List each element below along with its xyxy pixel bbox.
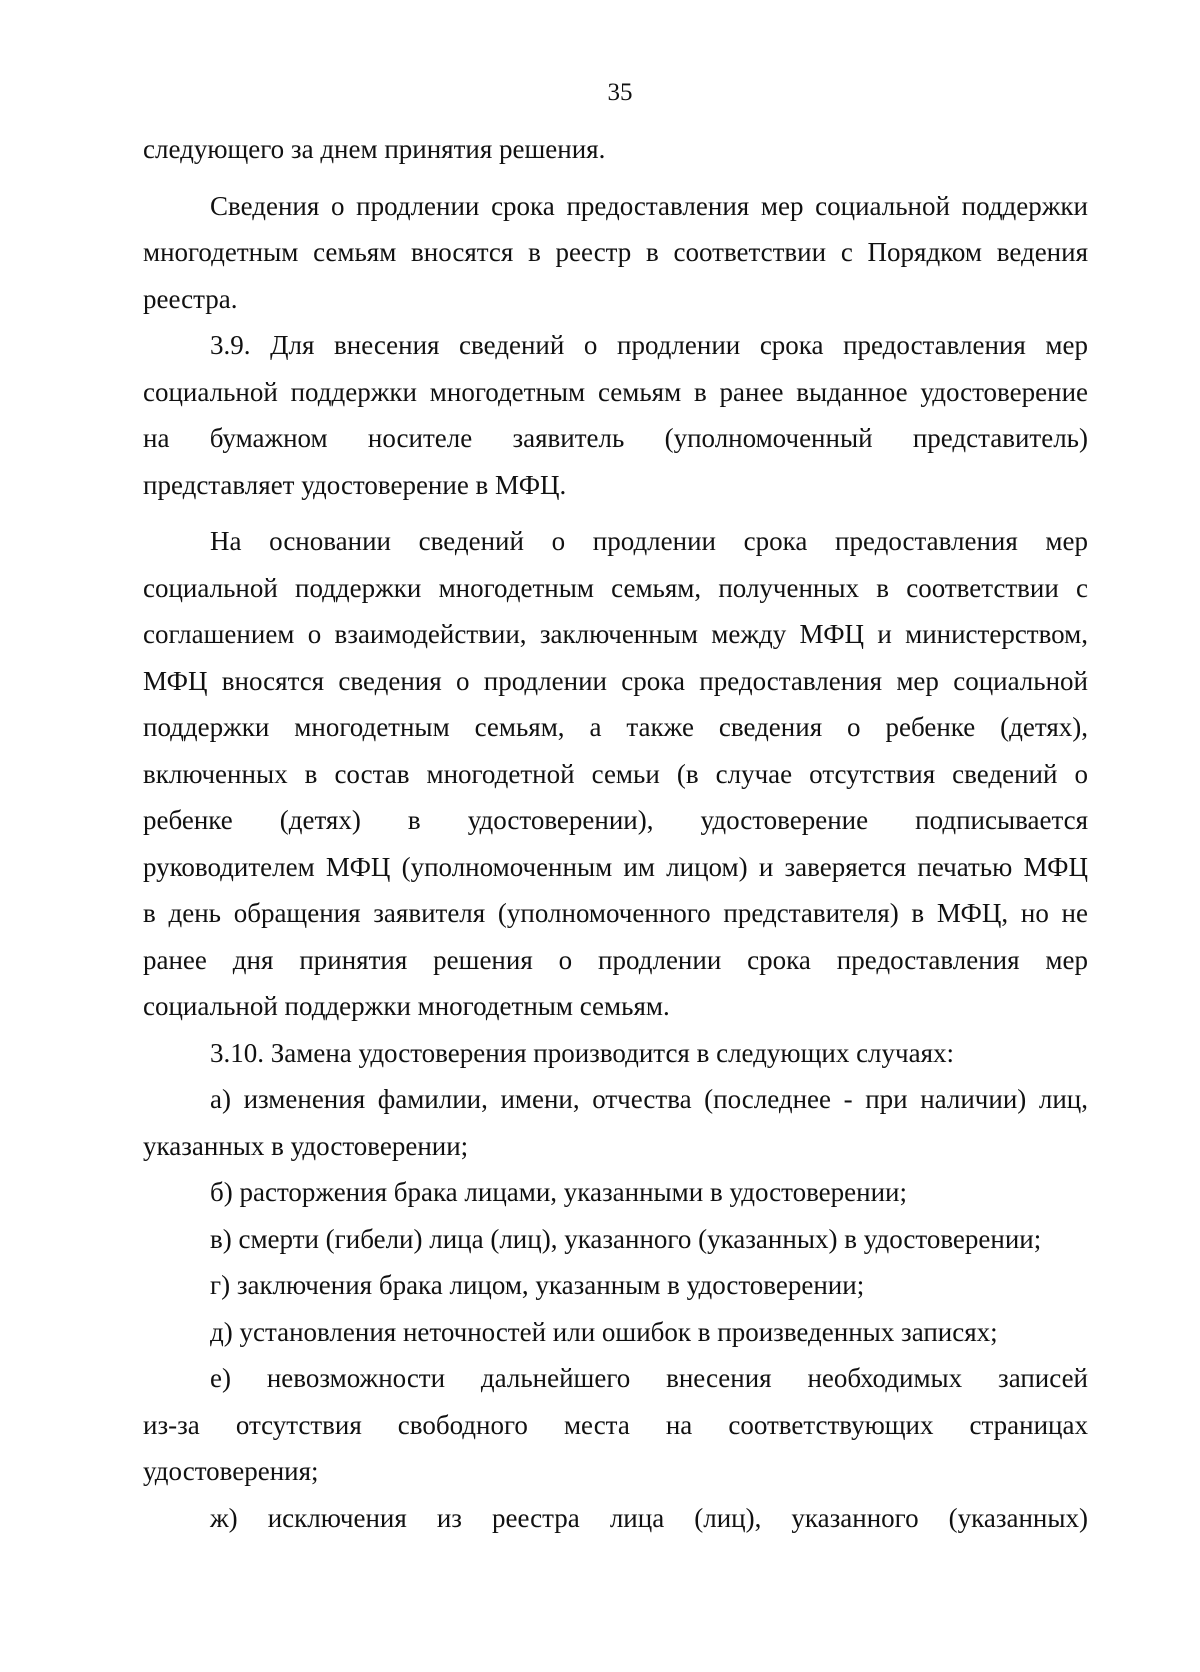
- text-line: г) заключения брака лицом, указанным в удостоверении;: [210, 1270, 865, 1300]
- text-line: многодетным семьям вносятся в реестр в соответствии с Порядком ведения: [143, 237, 1088, 267]
- text-line: МФЦ вносятся сведения о продлении срока предоставления мер социальной: [143, 665, 1088, 696]
- text-line: б) расторжения брака лицами, указанными в удостоверении;: [210, 1177, 908, 1207]
- text-line: 3.10. Замена удостоверения производится в следующих случаях:: [210, 1037, 955, 1068]
- text-line: Сведения о продлении срока предоставления мер социальной поддержки: [210, 190, 1088, 221]
- text-line: из-за отсутствия свободного места на соответствующих страницах: [143, 1409, 1088, 1440]
- text-line: е) невозможности дальнейшего внесения необходимых записей: [210, 1363, 1088, 1393]
- text-line: ранее дня принятия решения о продлении срока предоставления мер: [143, 944, 1088, 975]
- document-body: [143, 126, 1088, 1541]
- text-line: социальной поддержки многодетным семьям в ранее выданное удостоверение: [143, 376, 1088, 407]
- text-line: реестра.: [143, 283, 238, 314]
- text-line: в) смерти (гибели) лица (лиц), указанного (указанных) в удостоверении;: [210, 1223, 1042, 1254]
- text-line: ребенке (детях) в удостоверении), удостоверение подписывается: [143, 805, 1088, 835]
- text-line: следующего за днем принятия решения.: [143, 134, 606, 164]
- text-line: социальной поддержки многодетным семьям.: [143, 991, 670, 1021]
- text-line: удостоверения;: [143, 1456, 319, 1486]
- text-line: а) изменения фамилии, имени, отчества (последнее - при наличии) лиц,: [210, 1084, 1088, 1114]
- text-line: на бумажном носителе заявитель (уполномоченный представитель): [143, 423, 1088, 453]
- text-line: представляет удостоверение в МФЦ.: [143, 469, 567, 500]
- text-line: руководителем МФЦ (уполномоченным им лицом) и заверяется печатью МФЦ: [143, 851, 1088, 882]
- text-line: На основании сведений о продлении срока предоставления мер: [210, 526, 1088, 556]
- page-number: 35: [607, 79, 633, 106]
- text-line: социальной поддержки многодетным семьям, полученных в соответствии с: [143, 572, 1088, 603]
- text-line: в день обращения заявителя (уполномоченного представителя) в МФЦ, но не: [143, 898, 1088, 928]
- text-line: поддержки многодетным семьям, а также сведения о ребенке (детях),: [143, 712, 1088, 742]
- text-line: соглашением о взаимодействии, заключенным между МФЦ и министерством,: [143, 619, 1088, 649]
- text-line: включенных в состав многодетной семьи (в случае отсутствия сведений о: [143, 758, 1088, 789]
- text-line: 3.9. Для внесения сведений о продлении срока предоставления мер: [210, 330, 1088, 360]
- text-line: указанных в удостоверении;: [143, 1130, 469, 1161]
- text-line: д) установления неточностей или ошибок в произведенных записях;: [210, 1316, 998, 1347]
- text-line: ж) исключения из реестра лица (лиц), указанного (указанных): [210, 1502, 1088, 1533]
